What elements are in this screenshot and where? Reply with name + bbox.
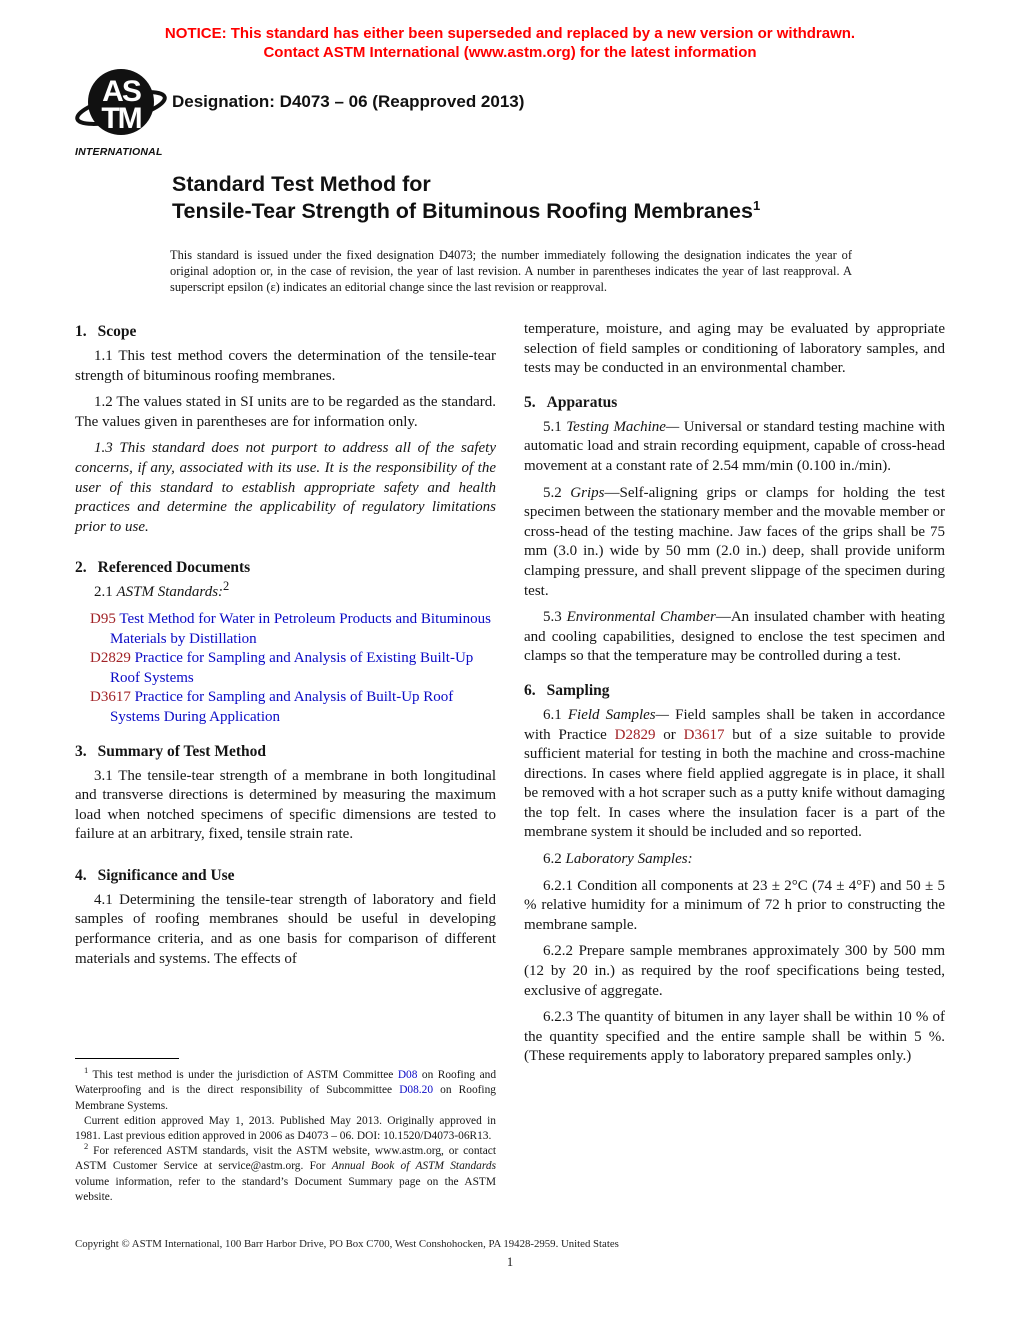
two-column-body [75,320,945,1205]
text-segment: 3.1 The tensile-tear strength of a membrane in both longitudinal and transverse directions is determined by measuring the maximum load when notched specimens of specific dimensions are tested to failure at an arbitrary, fixed, tensile strain rate. [75,767,496,843]
section-heading-sampling [524,682,945,700]
reference-entry-d3617 [75,688,496,727]
paragraph-4-1 [75,891,496,969]
paragraph-2-1 [75,579,496,603]
text-segment: 5.2 [543,484,571,501]
document-title [172,171,892,224]
standard-link[interactable]: Practice for Sampling and Analysis of Existing Built-Up Roof Systems [110,650,474,686]
text-segment: 6.2.3 The quantity of bitumen in any layer shall be within 10 % of the quantity specified and the entire sample shall be within 5 %. (These requirements apply to laboratory prepared samples only.) [524,1009,945,1065]
text-segment: temperature, moisture, and aging may be evaluated by appropriate selection of field samples or conditioning of laboratory samples, and tests may be conducted in an environmental chamber. [524,321,945,377]
notice-line-2: Contact ASTM International (www.astm.org) for the latest information [263,44,757,61]
title-footnote-ref: 1 [752,197,761,213]
footnote-1 [75,1065,497,1114]
section-heading-summary [75,743,496,761]
title-line-2 [172,198,892,225]
right-column [524,320,945,1205]
title-line-1: Standard Test Method for [172,172,431,196]
copyright-line: Copyright © ASTM International, 100 Barr Harbor Drive, PO Box C700, West Conshohocken, PA 19428-2959. United States [75,1238,619,1250]
section-number: 4. [75,866,87,884]
section-title: Significance and Use [97,866,235,884]
standard-link[interactable]: D2829 [90,650,131,667]
left-column [75,320,496,1205]
text-segment: 6.2 [543,851,566,868]
standard-link[interactable]: D08.20 [399,1084,434,1097]
text-segment: 6.2.2 Prepare sample membranes approximately 300 by 500 mm (12 by 20 in.) as required by the roof specifications being tested, exclusive of aggregate. [524,943,945,999]
reference-entry-d95 [75,610,496,649]
section-number: 5. [524,393,536,411]
footnote-ref: 2 [223,579,230,594]
text-segment: 6.1 [543,706,568,723]
text-segment: 5.3 [543,609,567,626]
supersession-notice [0,24,1020,62]
text-segment: 1.1 This test method covers the determination of the tensile-tear strength of bituminous roofing membranes. [75,348,496,384]
text-segment: ASTM Standards: [116,584,224,601]
text-segment: but of a size suitable to provide sufficient material for testing in both the machine and cross-machine directions. In cases where field applied aggregate is in place, it shall be removed with a hot scraper such as a putty knife without damaging the top felt. In cases where the insulation facer is a part of the membrane system it should be included and so reported. [524,726,945,841]
paragraph-1-1 [75,347,496,386]
text-segment: —An insulated chamber with heating and cooling capabilities, designed to enclose the test specimen and clamps so that the temperature may be controlled during a test. [524,609,945,665]
text-segment: 1.2 The values stated in SI units are to be regarded as the standard. The values given in parentheses are for information only. [75,394,496,430]
section-number: 6. [524,681,536,699]
section-number: 2. [75,559,87,577]
footnote-2 [75,1141,497,1205]
footnotes-block [75,1058,496,1205]
text-segment: 2.1 [94,584,117,601]
section-heading-scope [75,323,496,341]
astm-logo-graphic [75,66,167,144]
section-title: Apparatus [546,393,618,411]
paragraph-3-1 [75,767,496,845]
paragraph-6-1 [524,706,945,843]
section-number: 3. [75,742,87,760]
paragraph-1-3 [75,439,496,537]
text-segment: 6.2.1 Condition all components at 23 ± 2°C (74 ± 4°F) and 50 ± 5 % relative humidity for a minimum of 72 h prior to constructing the membrane sample. [524,877,945,933]
text-segment: Universal or standard testing machine with automatic load and strain recording equipment, capable of cross-head movement at a constant rate of 2.54 mm/min (0.100 in./min). [524,418,946,474]
paragraph-1-2 [75,393,496,432]
notice-line-1: NOTICE: This standard has either been superseded and replaced by a new version or withdrawn. [164,25,856,42]
section-title: Scope [97,323,137,340]
text-segment: Grips [570,484,605,501]
reference-entry-d2829 [75,649,496,688]
text-segment: For referenced ASTM standards, visit the ASTM website, www.astm.org, or contact ASTM Customer Service at service@astm.org. For [75,1145,496,1173]
text-segment: 1.3 This standard does not purport to address all of the safety concerns, if any, associated with its use. It is the responsibility of the user of this standard to establish appropriate safety and health practices and determine the applicability of regulatory limitations prior to use. [75,440,496,535]
section-title: Summary of Test Method [97,742,266,760]
page-number: 1 [506,1255,514,1269]
standard-link[interactable]: D08 [397,1069,418,1082]
paragraph-4-1-continuation [524,320,945,379]
issuance-note: This standard is issued under the fixed designation D4073; the number immediately following the designation indicates the year of original adoption or, in the case of revision, the year of last revision. A number in parentheses indicates the year of last reapproval. A superscript epsilon (ε) indicates an editorial change since the last revision or reapproval. [170,248,852,295]
logo-letters-top: AS [102,75,140,108]
text-segment: volume information, refer to the standard’s Document Summary page on the ASTM website. [75,1175,496,1203]
section-heading-significance [75,867,496,885]
text-segment: Testing Machine— [566,418,680,435]
standard-link[interactable]: D3617 [90,689,131,706]
footnote-ref: 1 [84,1065,89,1076]
paragraph-6-2-1 [524,877,945,936]
paragraph-5-2 [524,484,945,602]
text-segment: Field samples shall be taken in accordance with Practice [524,706,946,743]
text-segment: on Roofing Membrane Systems. [75,1084,496,1112]
text-segment: or [655,726,684,743]
text-segment: Laboratory Samples: [565,851,693,868]
logo-letters-bottom: TM [101,102,141,135]
text-segment: 5.1 [543,418,567,435]
section-heading-referenced-documents [75,559,496,577]
standard-link[interactable]: D95 [90,610,116,627]
text-segment: —Self-aligning grips or clamps for holding the test specimen between the stationary member and the movable member or cross-head of the testing machine. Jaw faces of the grips shall be 75 mm (3.0 in.) wide by 50 mm (2.0 in.) deep, shall provide uniform clamping pressure, and shall prevent slippage of the specimen during test. [524,484,946,599]
standard-link[interactable]: D3617 [683,726,725,743]
designation-line: Designation: D4073 – 06 (Reapproved 2013) [172,92,525,111]
text-segment: Environmental Chamber [566,609,716,626]
footnote-edition-note [75,1114,496,1144]
section-number: 1. [75,323,87,340]
paragraph-6-2-2 [524,942,945,1001]
text-segment: Current edition approved May 1, 2013. Published May 2013. Originally approved in 1981. Last previous edition approved in 2006 as D4073 – 06. DOI: 10.1520/D4073-06R13. [75,1114,496,1142]
paragraph-5-1 [524,418,945,477]
standard-link[interactable]: Practice for Sampling and Analysis of Built-Up Roof Systems During Application [110,689,454,725]
section-title: Referenced Documents [97,559,251,577]
text-segment: Field Samples— [567,706,669,723]
text-segment: This test method is under the jurisdiction of ASTM Committee [88,1069,398,1082]
paragraph-6-2-3 [524,1008,945,1067]
section-heading-apparatus [524,394,945,412]
section-title: Sampling [546,681,610,699]
text-segment: 4.1 Determining the tensile-tear strength of laboratory and field samples of roofing membranes should be useful in developing performance criteria, and as one basis for comparison of different materials and systems. The effects of [75,891,496,967]
title-text: Tensile-Tear Strength of Bituminous Roofing Membranes [172,198,753,223]
footnote-ref: 2 [84,1141,89,1152]
text-segment: Annual Book of ASTM Standards [331,1160,497,1173]
paragraph-5-3 [524,608,945,667]
standard-link[interactable]: Test Method for Water in Petroleum Products and Bituminous Materials by Distillation [110,610,491,647]
logo-international-label: INTERNATIONAL [75,146,163,158]
astm-logo [75,66,171,158]
footnote-divider [75,1058,179,1059]
paragraph-6-2 [524,850,945,870]
text-segment: on Roofing and Waterproofing and is the direct responsibility of Subcommittee [75,1069,497,1097]
standard-link[interactable]: D2829 [614,726,656,743]
